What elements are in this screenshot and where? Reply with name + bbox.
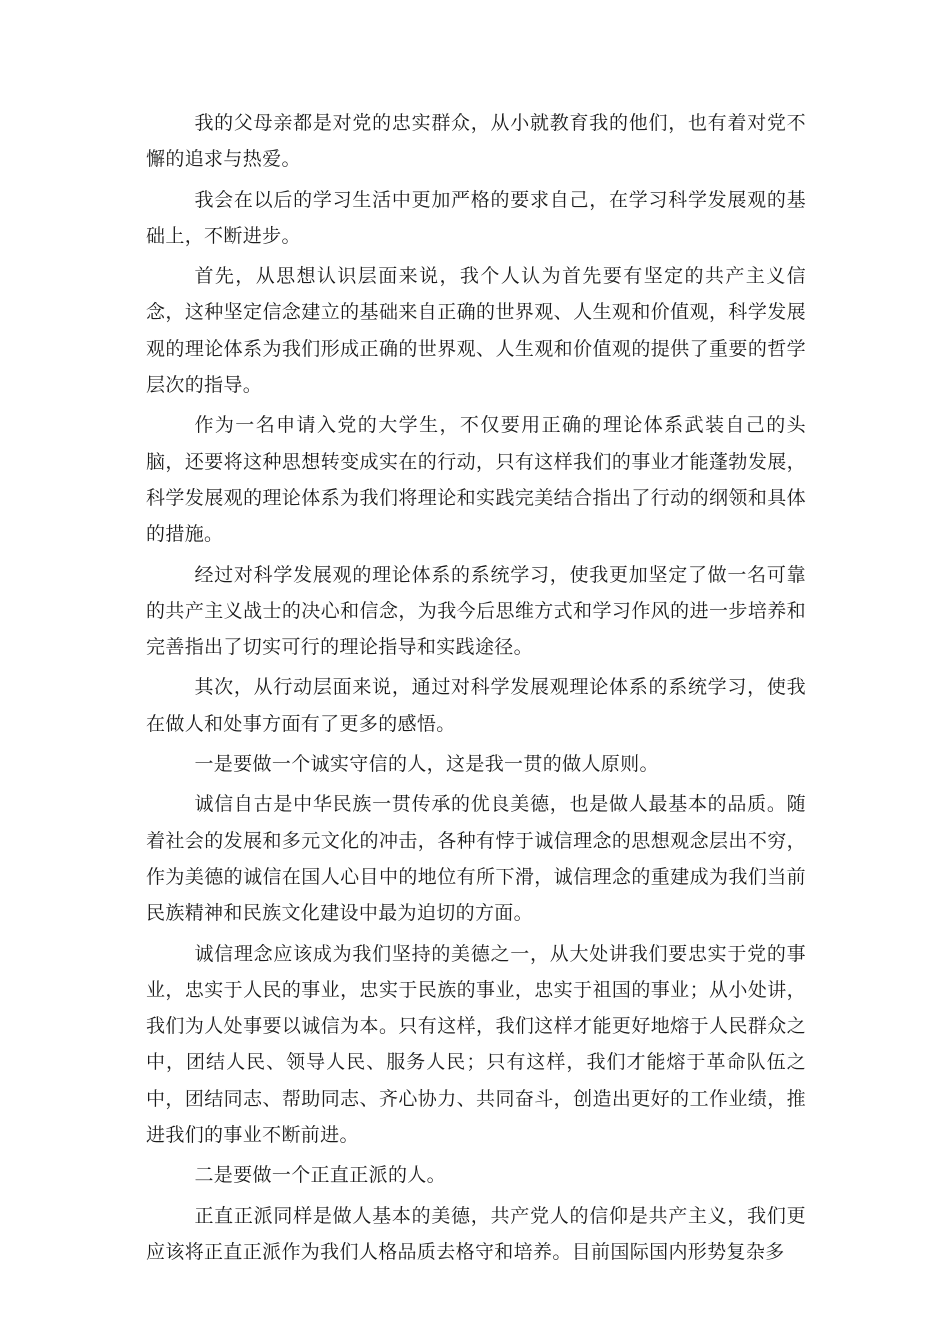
document-body xyxy=(146,105,806,1274)
paragraph: 我会在以后的学习生活中更加严格的要求自己，在学习科学发展观的基础上，不断进步。 xyxy=(146,188,806,247)
paragraph: 二是要做一个正直正派的人。 xyxy=(194,1164,446,1187)
paragraph: 正直正派同样是做人基本的美德，共产党人的信仰是共产主义，我们更应该将正直正派作为我们人格品质去格守和培养。目前国际国内形势复杂多 xyxy=(146,1204,806,1263)
paragraph: 诚信自古是中华民族一贯传承的优良美德，也是做人最基本的品质。随着社会的发展和多元文化的冲击，各种有悖于诚信理念的思想观念层出不穷，作为美德的诚信在国人心目中的地位有所下滑，诚信理念的重建成为我们当前民族精神和民族文化建设中最为迫切的方面。 xyxy=(146,793,806,925)
paragraph: 诚信理念应该成为我们坚持的美德之一，从大处讲我们要忠实于党的事业，忠实于人民的事业，忠实于民族的事业，忠实于祖国的事业；从小处讲，我们为人处事要以诚信为本。只有这样，我们这样才能更好地熔于人民群众之中，团结人民、领导人民、服务人民；只有这样，我们才能熔于革命队伍之中，团结同志、帮助同志、齐心协力、共同奋斗，创造出更好的工作业绩，推进我们的事业不断前进。 xyxy=(146,942,806,1147)
paragraph: 其次，从行动层面来说，通过对科学发展观理论体系的系统学习，使我在做人和处事方面有了更多的感悟。 xyxy=(146,676,806,735)
paragraph: 作为一名申请入党的大学生，不仅要用正确的理论体系武装自己的头脑，还要将这种思想转变成实在的行动，只有这样我们的事业才能蓬勃发展，科学发展观的理论体系为我们将理论和实践完美结合指出了行动的纲领和具体的措施。 xyxy=(146,414,806,546)
paragraph: 首先，从思想认识层面来说，我个人认为首先要有坚定的共产主义信念，这种坚定信念建立的基础来自正确的世界观、人生观和价值观，科学发展观的理论体系为我们形成正确的世界观、人生观和价值观的提供了重要的哲学层次的指导。 xyxy=(146,265,806,397)
paragraph: 一是要做一个诚实守信的人，这是我一贯的做人原则。 xyxy=(194,753,659,776)
paragraph: 经过对科学发展观的理论体系的系统学习，使我更加坚定了做一名可靠的共产主义战士的决心和信念，为我今后思维方式和学习作风的进一步培养和完善指出了切实可行的理论指导和实践途径。 xyxy=(146,563,806,659)
paragraph: 我的父母亲都是对党的忠实群众，从小就教育我的他们，也有着对党不懈的追求与热爱。 xyxy=(146,112,806,171)
